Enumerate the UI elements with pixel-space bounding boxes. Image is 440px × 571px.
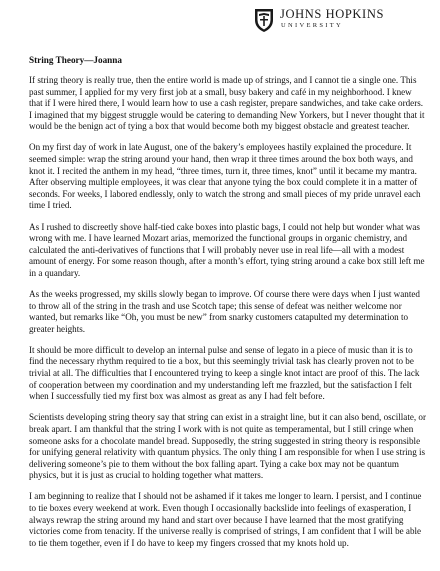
logo-wordmark [280, 7, 384, 30]
logo-subtitle: UNIVERSITY [281, 22, 343, 29]
university-logo [253, 7, 384, 33]
essay-paragraph: If string theory is really true, then the entire world is made up of strings, and I cannot tie a single one. This past summer, I applied for my very first job at a small, busy bakery and café in my neighborhood. I knew that if I were hired there, I would learn how to use a cash register, prepare sandwiches, and take cake orders. I imagined that my biggest struggle would be catering to demanding New Yorkers, but I never thought that it would be the benign act of tying a box that would become both my biggest obstacle and greatest teacher. [29, 75, 425, 132]
essay-paragraph: On my first day of work in late August, one of the bakery’s employees hastily explained the procedure. It seemed simple: wrap the string around your hand, then wrap it three times around the box both ways, and knot it. I recited the anthem in my head, “three times, turn it, three times, knot” until it became my mantra. After observing multiple employees, it was clear that anyone tying the box could complete it in a matter of seconds. For weeks, I labored endlessly, only to watch the strong and small pieces of my pride unravel each time I tried. [29, 142, 421, 211]
essay-paragraph: As I rushed to discreetly shove half-tied cake boxes into plastic bags, I could not help but wonder what was wrong with me. I have learned Mozart arias, memorized the functional groups in organic chemistry, and calculated the anti-derivatives of functions that I will probably never use in real life—all with a modest amount of energy. For some reason though, after a month’s effort, tying string around a cake box still left me in a quandary. [29, 221, 425, 278]
essay-paragraph: It should be more difficult to develop an internal pulse and sense of legato in a piece of music than it is to find the necessary rhythm required to tie a box, but this seemingly trivial task has clearly proven not to be trivial at all. The difficulties that I encountered trying to keep a single knot intact are proof of this. The lack of cooperation between my coordination and my understanding left me frazzled, but the satisfaction I felt when I successfully tied my first box was almost as great as any I had felt before. [29, 344, 420, 402]
essay-title: String Theory—Joanna [29, 55, 122, 65]
essay-paragraph: I am beginning to realize that I should not be ashamed if it takes me longer to learn. I persist, and I continue to tie boxes every weekend at work. Even though I occasionally backslide into feelings of exasperation, I always rewrap the string around my hand and start over because I have learned that the most gratifying victories come from tenacity. If the universe really is comprised of strings, I am confident that I will be able to tie them together, even if I do have to keep my fingers crossed that my knots hold up. [29, 491, 422, 548]
essay-paragraph: Scientists developing string theory say that string can exist in a straight line, but it can also bend, oscillate, or break apart. I am thankful that the string I work with is not quite as temperamental, but I still cringe when someone asks for a chocolate mandel bread. Supposedly, the string suggested in string theory is responsible for unifying general relativity with quantum physics. The only thing I am responsible for when I use string is delivering someone’s pie to them without the box falling apart. Tying a cake box may not be quantum physics, but it is just as crucial to holding together what matters. [29, 412, 427, 481]
university-shield-icon [253, 7, 275, 33]
essay-body [29, 54, 426, 559]
essay-paragraph: As the weeks progressed, my skills slowly began to improve. Of course there were days when I just wanted to throw all of the string in the trash and use Scotch tape; this sense of defeat was neither welcome nor wanted, but remarks like “Oh, you must be new” from snarky customers catapulted my determination to greater heights. [29, 289, 420, 334]
logo-name: JOHNS HOPKINS [280, 7, 384, 21]
